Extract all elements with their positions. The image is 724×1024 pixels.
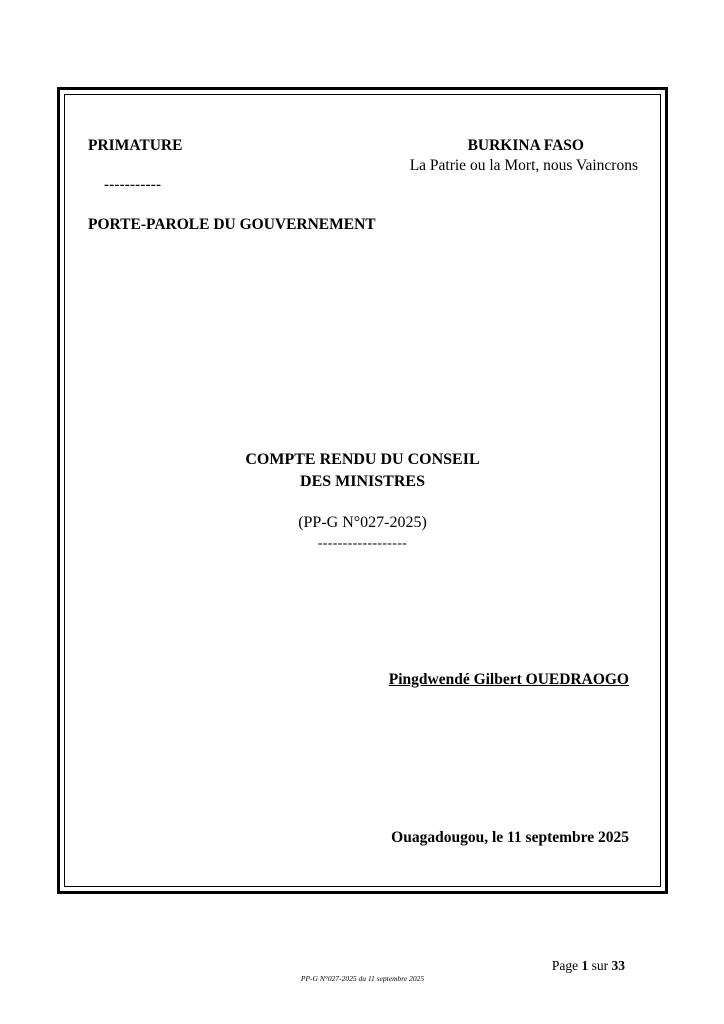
document-title-line2: DES MINISTRES	[300, 473, 425, 490]
footer-reference: PP-G N°027-2025 du 11 septembre 2025	[300, 974, 425, 983]
document-frame-inner	[64, 94, 661, 887]
department-title: PORTE-PAROLE DU GOUVERNEMENT	[88, 216, 376, 233]
institution-separator: -----------	[104, 177, 162, 193]
document-title-line1: COMPTE RENDU DU CONSEIL	[245, 451, 480, 468]
document-reference: (PP-G N°027-2025)	[298, 514, 427, 531]
page-total: 33	[611, 958, 625, 973]
reference-separator: ------------------	[317, 536, 408, 551]
page-separator: sur	[591, 958, 609, 973]
institution-title: PRIMATURE	[88, 137, 183, 154]
signatory-name: Pingdwendé Gilbert OUEDRAOGO	[388, 671, 629, 688]
page-current: 1	[581, 958, 589, 973]
national-motto: La Patrie ou la Mort, nous Vaincrons	[409, 157, 638, 174]
page-number	[552, 958, 625, 974]
place-and-date: Ouagadougou, le 11 septembre 2025	[391, 829, 629, 846]
country-name: BURKINA FASO	[467, 137, 584, 154]
page-prefix: Page	[551, 958, 579, 973]
